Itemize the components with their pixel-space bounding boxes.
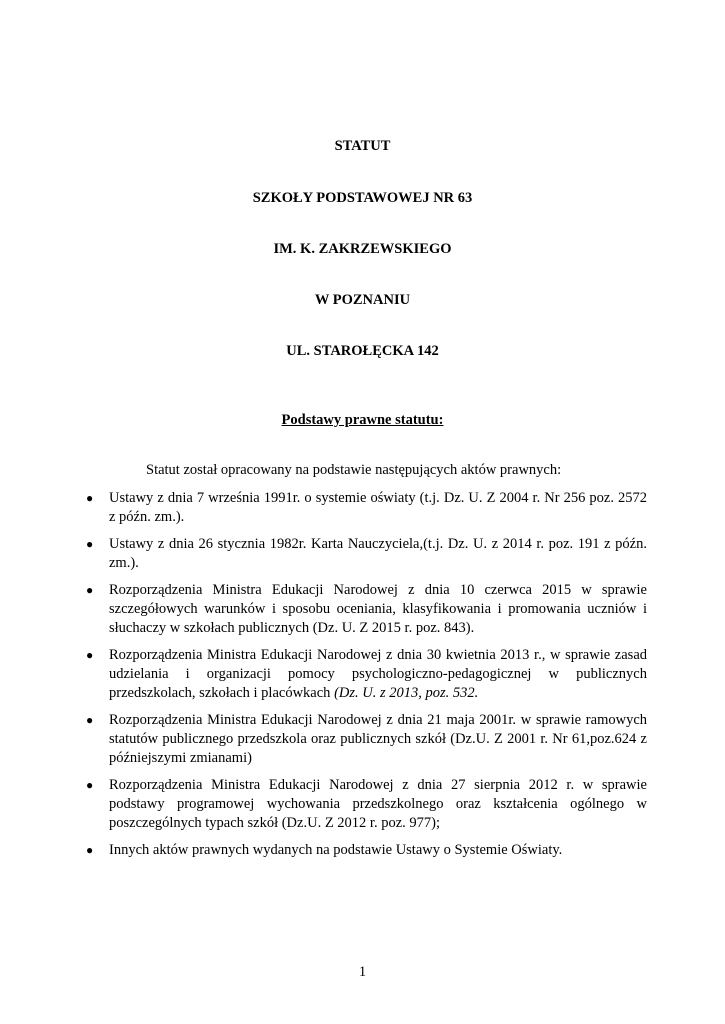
legal-act-text: Rozporządzenia Ministra Edukacji Narodowej z dnia 10 czerwca 2015 w sprawie szczegółowych warunków i sposobu oceniania, klasyfikowania i promowania uczniów i słuchaczy w szkołach publicznych (Dz. U. Z 2015 r. poz. 843). — [109, 582, 647, 636]
school-city: W POZNANIU — [314, 292, 411, 308]
legal-act-text: Rozporządzenia Ministra Edukacji Narodowej z dnia 27 sierpnia 2012 r. w sprawie podstawy programowej wychowania przedszkolnego oraz kształcenia ogólnego w poszczególnych typach szkół (Dz.U. Z 2012 r. poz. 977); — [109, 777, 647, 831]
legal-act-text: Rozporządzenia Ministra Edukacji Narodowej z dnia 21 maja 2001r. w sprawie ramowych statutów publicznego przedszkola oraz publicznych szkół (Dz.U. Z 2001 r. Nr 61,poz.624 z późniejszymi zmianami) — [109, 712, 647, 766]
bullet-icon: ● — [86, 843, 94, 857]
list-item — [0, 776, 725, 833]
legal-act-text: Ustawy z dnia 7 września 1991r. o systemie oświaty (t.j. Dz. U. Z 2004 r. Nr 256 poz. 2572 z późn. zm.). — [109, 490, 647, 525]
section-title: Podstawy prawne statutu: — [281, 412, 444, 428]
document-title: STATUT — [334, 138, 391, 154]
section-intro: Statut został opracowany na podstawie następujących aktów prawnych: — [146, 462, 562, 478]
page-number: 1 — [358, 964, 367, 980]
school-address: UL. STAROŁĘCKA 142 — [286, 343, 439, 359]
list-item — [0, 841, 725, 860]
bullet-icon: ● — [86, 778, 94, 792]
bullet-icon: ● — [86, 583, 94, 597]
school-name: SZKOŁY PODSTAWOWEJ NR 63 — [252, 190, 473, 206]
school-patron: IM. K. ZAKRZEWSKIEGO — [273, 241, 452, 257]
bullet-icon: ● — [86, 648, 94, 662]
bullet-icon: ● — [86, 713, 94, 727]
list-item — [0, 535, 725, 573]
list-item — [0, 489, 725, 527]
legal-act-text: Rozporządzenia Ministra Edukacji Narodowej z dnia 30 kwietnia 2013 r., w sprawie zasad udzielania i organizacji pomocy psychologiczno-pedagogicznej w publicznych przedszkolach, szkołach i placówkach — [109, 647, 647, 701]
legal-act-citation: (Dz. U. z 2013, poz. 532. — [334, 685, 479, 701]
legal-act-text: Innych aktów prawnych wydanych na podstawie Ustawy o Systemie Oświaty. — [109, 842, 563, 858]
list-item — [0, 581, 725, 638]
list-item — [0, 711, 725, 768]
legal-act-text: Ustawy z dnia 26 stycznia 1982r. Karta Nauczyciela,(t.j. Dz. U. z 2014 r. poz. 191 z późn. zm.). — [109, 536, 647, 571]
legal-acts-list — [0, 489, 725, 868]
bullet-icon: ● — [86, 491, 94, 505]
bullet-icon: ● — [86, 537, 94, 551]
list-item — [0, 646, 725, 703]
